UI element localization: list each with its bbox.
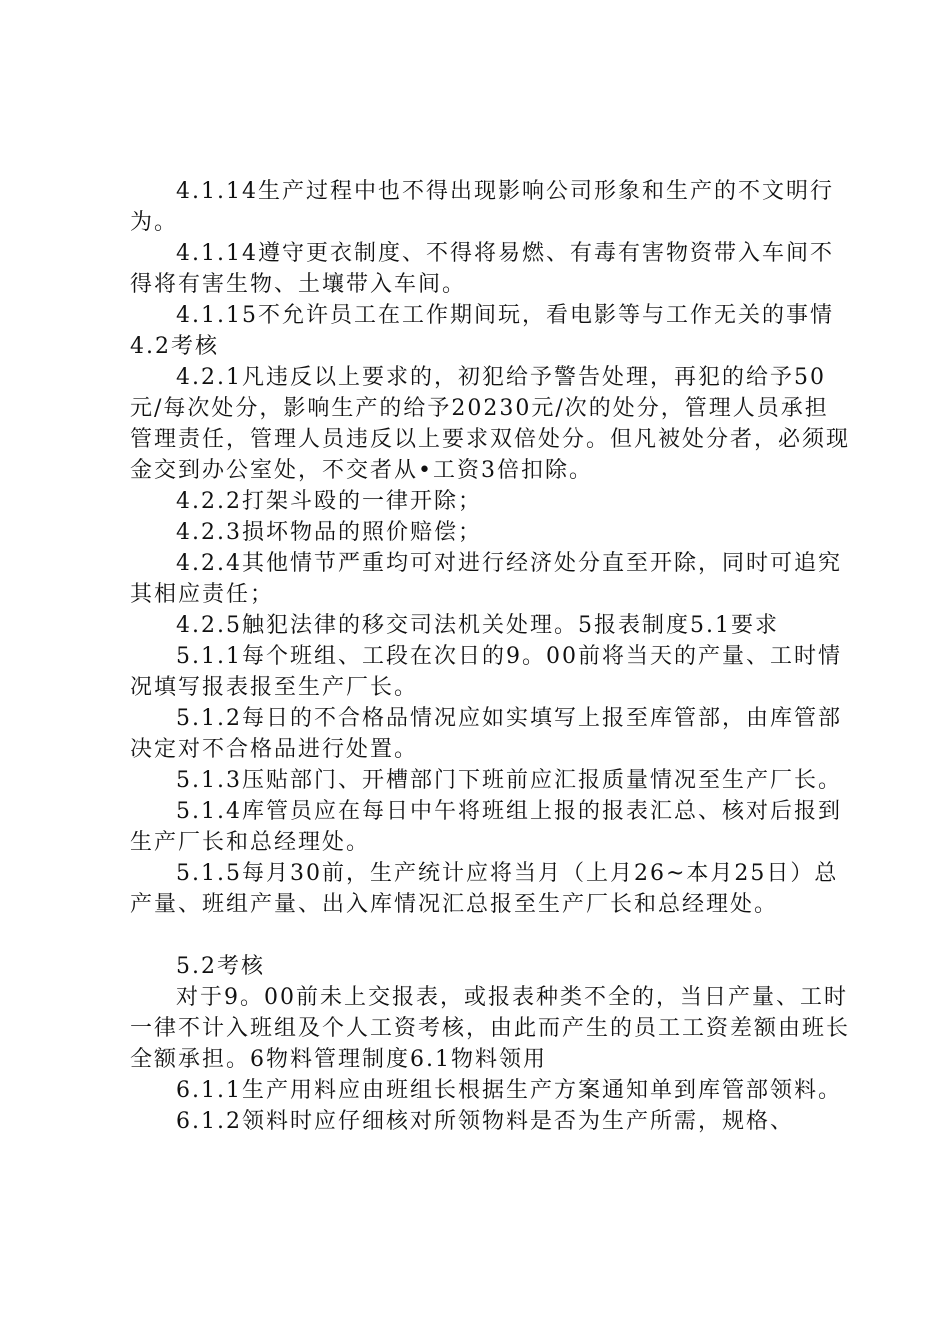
paragraph: 4.2.1凡违反以上要求的，初犯给予警告处理，再犯的给予50元/每次处分，影响生产的给予20230元/次的处分，管理人员承担管理责任，管理人员违反以上要求双倍处分。但凡被处分者，必须现金交到办公室处，不交者从•工资3倍扣除。 — [130, 365, 851, 483]
paragraph: 5.1.4库管员应在每日中午将班组上报的报表汇总、核对后报到生产厂长和总经理处。 — [130, 799, 842, 855]
paragraph: 5.1.2每日的不合格品情况应如实填写上报至库管部，由库管部决定对不合格品进行处置。 — [130, 706, 842, 762]
paragraph-spacer — [130, 920, 850, 951]
body-text — [130, 176, 850, 1137]
paragraph: 4.2.3损坏物品的照价赔偿； — [176, 520, 482, 545]
paragraph: 5.1.5每月30前，生产统计应将当月（上月26~本月25日）总产量、班组产量、出入库情况汇总报至生产厂长和总经理处。 — [130, 861, 839, 917]
paragraph: 6.1.1生产用料应由班组长根据生产方案通知单到库管部领料。 — [176, 1078, 842, 1103]
paragraph: 4.1.14遵守更衣制度、不得将易燃、有毒有害物资带入车间不得将有害生物、土壤带入车间。 — [130, 241, 834, 297]
paragraph: 5.1.3压贴部门、开槽部门下班前应汇报质量情况至生产厂长。 — [176, 768, 842, 793]
paragraph: 4.2.5触犯法律的移交司法机关处理。5报表制度5.1要求 — [176, 613, 779, 638]
paragraph: 5.1.1每个班组、工段在次日的9。00前将当天的产量、工时情况填写报表报至生产厂长。 — [130, 644, 842, 700]
paragraph: 4.2.4其他情节严重均可对进行经济处分直至开除，同时可追究其相应责任； — [130, 551, 842, 607]
paragraph: 4.1.15不允许员工在工作期间玩，看电影等与工作无关的事情4.2考核 — [130, 303, 834, 359]
section-heading: 5.2考核 — [176, 954, 265, 979]
paragraph: 6.1.2领料时应仔细核对所领物料是否为生产所需，规格、 — [176, 1109, 794, 1134]
paragraph: 4.1.14生产过程中也不得出现影响公司形象和生产的不文明行为。 — [130, 179, 834, 235]
paragraph: 对于9。00前未上交报表，或报表种类不全的，当日产量、工时一律不计入班组及个人工资考核，由此而产生的员工工资差额由班长全额承担。6物料管理制度6.1物料领用 — [130, 985, 851, 1072]
paragraph: 4.2.2打架斗殴的一律开除； — [176, 489, 482, 514]
